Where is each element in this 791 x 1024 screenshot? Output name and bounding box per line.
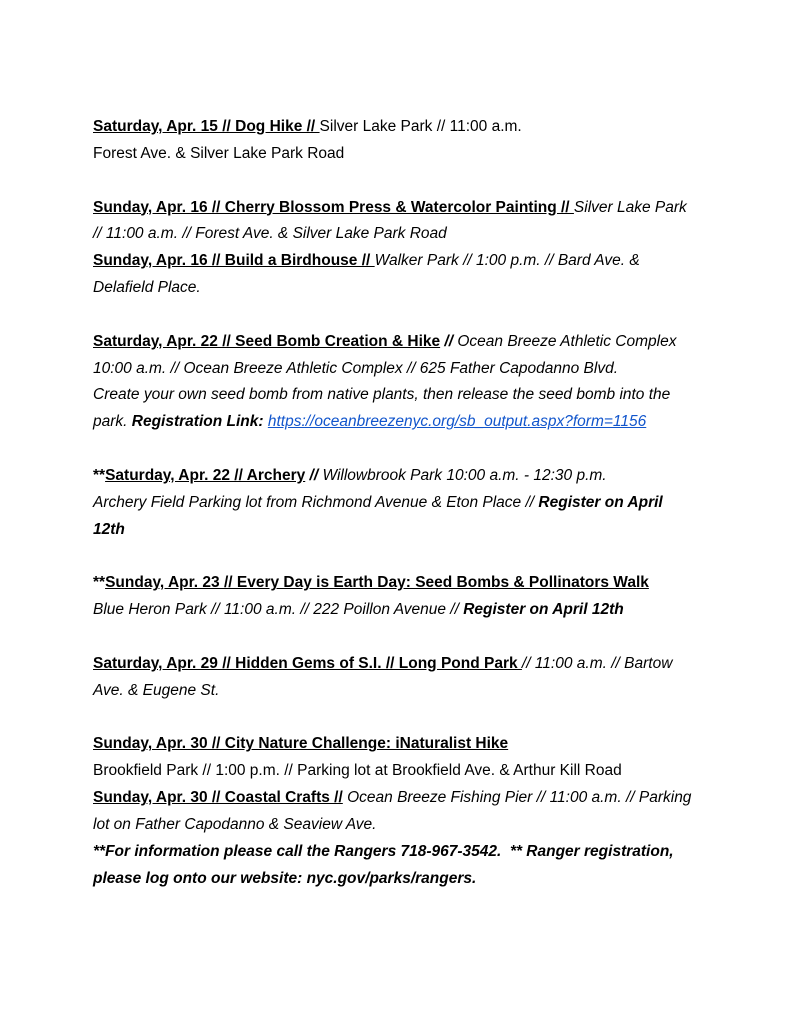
text-line bbox=[93, 517, 718, 544]
text-line bbox=[93, 651, 718, 678]
event-apr-15-dog-hike bbox=[93, 114, 718, 168]
event-apr-23-earth-day-seed-bombs-pollinators bbox=[93, 570, 718, 624]
text-segment: 10:00 a.m. // Ocean Breeze Athletic Complex // 625 Father Capodanno Blvd. bbox=[93, 359, 618, 377]
text-line bbox=[93, 463, 718, 490]
text-segment: Forest Ave. & Silver Lake Park Road bbox=[93, 144, 345, 162]
text-line bbox=[93, 866, 718, 893]
text-segment: Sunday, Apr. 30 // City Nature Challenge: iNaturalist Hike bbox=[93, 735, 509, 753]
text-segment: Blue Heron Park // 11:00 a.m. // 222 Poillon Avenue // bbox=[93, 601, 464, 619]
text-segment: // bbox=[305, 466, 323, 484]
text-line bbox=[93, 356, 718, 383]
text-segment: // 11:00 a.m. // Bartow bbox=[521, 654, 673, 672]
text-segment: ** bbox=[93, 574, 106, 592]
text-segment: Ocean Breeze Athletic Complex bbox=[457, 332, 677, 350]
text-line bbox=[93, 221, 718, 248]
text-segment: park. bbox=[93, 413, 132, 431]
text-segment: Silver Lake Park bbox=[573, 198, 687, 216]
text-segment: Sunday, Apr. 16 // Cherry Blossom Press & Watercolor Painting // bbox=[93, 198, 574, 216]
text-segment: **For information please call the Rangers 718-967-3542. ** Ranger registration, bbox=[93, 842, 674, 860]
registration-link[interactable]: https://oceanbreezenyc.org/sb_output.aspx?form=1156 bbox=[267, 413, 647, 431]
text-segment: Saturday, Apr. 22 // Seed Bomb Creation & Hike bbox=[93, 332, 441, 350]
text-line bbox=[93, 570, 718, 597]
text-segment: ** bbox=[93, 466, 106, 484]
text-segment: Sunday, Apr. 30 // Coastal Crafts // bbox=[93, 789, 343, 807]
text-segment: Delafield Place. bbox=[93, 279, 201, 297]
text-segment: Create your own seed bomb from native plants, then release the seed bomb into the bbox=[93, 386, 671, 404]
text-segment: Saturday, Apr. 22 // Archery bbox=[105, 466, 306, 484]
text-segment: Registration Link: bbox=[131, 413, 268, 431]
text-segment: Willowbrook Park 10:00 a.m. - 12:30 p.m. bbox=[322, 466, 607, 484]
document-body bbox=[93, 114, 718, 892]
text-line bbox=[93, 490, 718, 517]
text-segment: Saturday, Apr. 15 // Dog Hike // bbox=[93, 118, 320, 135]
text-line bbox=[93, 597, 718, 624]
event-apr-29-hidden-gems bbox=[93, 651, 718, 705]
text-line bbox=[93, 195, 718, 222]
text-segment: Ave. & Eugene St. bbox=[93, 681, 220, 699]
text-line bbox=[93, 329, 718, 356]
text-line bbox=[93, 785, 718, 812]
text-segment: // bbox=[440, 332, 458, 350]
text-segment: Sunday, Apr. 23 // Every Day is Earth Day: Seed Bombs & Pollinators Walk bbox=[105, 574, 649, 592]
text-line bbox=[93, 248, 718, 275]
text-segment: 12th bbox=[93, 520, 125, 538]
event-apr-22-archery bbox=[93, 463, 718, 544]
text-segment: Archery Field Parking lot from Richmond Avenue & Eton Place // bbox=[93, 493, 539, 511]
text-line bbox=[93, 382, 718, 409]
text-segment: Sunday, Apr. 16 // Build a Birdhouse // bbox=[93, 252, 375, 270]
text-segment: Register on April bbox=[538, 493, 663, 511]
text-segment: Walker Park // 1:00 p.m. // Bard Ave. & bbox=[374, 252, 640, 270]
events-apr-30-and-ranger-info bbox=[93, 731, 718, 892]
text-line bbox=[93, 758, 718, 785]
text-line bbox=[93, 141, 718, 168]
text-segment: Ocean Breeze Fishing Pier // 11:00 a.m. // Parking bbox=[347, 789, 692, 807]
text-line bbox=[93, 275, 718, 302]
text-segment: lot on Father Capodanno & Seaview Ave. bbox=[93, 815, 377, 833]
text-line bbox=[93, 114, 718, 141]
events-apr-16-cherry-blossom-and-birdhouse bbox=[93, 195, 718, 302]
event-apr-22-seed-bomb-creation-hike bbox=[93, 329, 718, 436]
text-line bbox=[93, 731, 718, 758]
text-segment: Register on April 12th bbox=[463, 601, 624, 619]
text-segment: // 11:00 a.m. // Forest Ave. & Silver Lake Park Road bbox=[93, 225, 447, 243]
text-line bbox=[93, 678, 718, 705]
text-segment: Silver Lake Park // 11:00 a.m. bbox=[319, 118, 522, 135]
text-segment: Brookfield Park // 1:00 p.m. // Parking lot at Brookfield Ave. & Arthur Kill Road bbox=[93, 762, 622, 780]
text-segment: Saturday, Apr. 29 // Hidden Gems of S.I. // Long Pond Park bbox=[93, 654, 522, 672]
text-segment: please log onto our website: nyc.gov/parks/rangers. bbox=[93, 869, 477, 887]
text-line bbox=[93, 812, 718, 839]
text-line bbox=[93, 409, 718, 436]
text-line bbox=[93, 839, 718, 866]
